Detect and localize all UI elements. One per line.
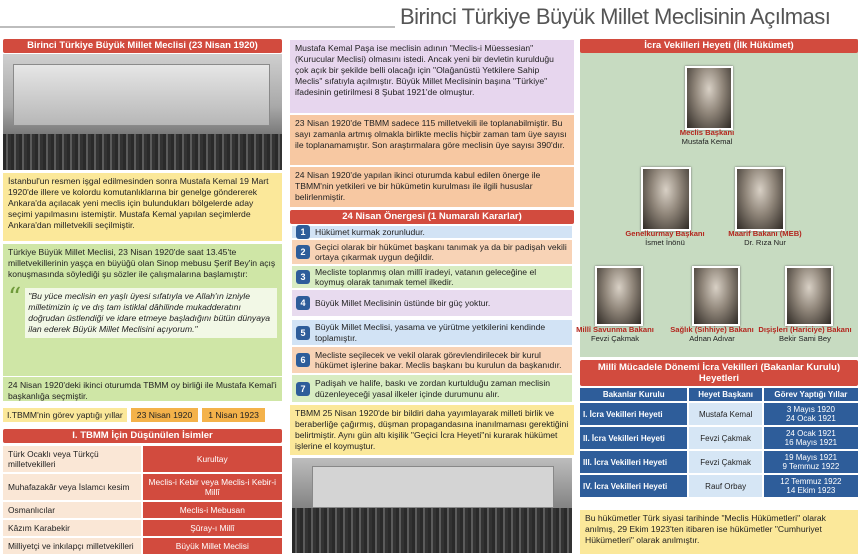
names-row [3, 502, 282, 518]
cabinet-name: IV. İcra Vekilleri Heyeti [580, 475, 687, 497]
portrait-caption [565, 325, 665, 343]
governments-table [578, 386, 860, 499]
portrait-role: Millî Savunma Bakanı [576, 325, 654, 334]
item-text: Mecliste toplanmış olan millî iradeyi, vatanın geleceğine el koymuş olarak tanımak temel ilkedir. [315, 266, 537, 287]
proposal-item [292, 320, 572, 345]
cabinet-years [764, 475, 858, 497]
proposal-item [292, 375, 572, 402]
portrait-role: Maarif Bakanı (MEB) [728, 229, 802, 238]
names-row [3, 474, 282, 500]
names-header: I. TBMM İçin Düşünülen İsimler [3, 429, 282, 443]
item-text: Mecliste seçilecek ve vekil olarak görevlendirilecek bir kurul hükümet işlerine bakar. Meclis başkanı bu kurulun da başkanıdır. [315, 349, 562, 370]
portrait-photo [692, 266, 740, 326]
portrait-name: Fevzi Çakmak [590, 334, 640, 343]
portrait-role: Meclis Başkanı [679, 128, 735, 137]
quote-block [8, 283, 277, 338]
names-who: Osmanlıcılar [3, 502, 141, 518]
portrait-caption [662, 325, 762, 343]
closing-text: TBMM 25 Nisan 1920'de bir bildiri daha yayımlayarak milleti birlik ve beraberliğe çağırmış, düşman propagandasına inanılmaması gerektiğini belirtmiştir. Aynı gün altı kişilik "Geçici İcra Heyeti"ni kurarak hükümet işlerine el koymuştur. [290, 405, 574, 455]
item-number: 7 [296, 382, 310, 396]
page-title: Birinci Türkiye Büyük Millet Meclisinin Açılması [400, 4, 831, 29]
member-count-note: 23 Nisan 1920'de TBMM sadece 115 milletvekili ile toplanabilmiştir. Bu sayı zamanla artmış olmakla birlikte meclis hiçbir zaman tam üye sayısı ile toplanamamıştır. Son araştırmalara göre meclisin üye sayısı 390'dır. [290, 115, 574, 165]
cabinet-name: III. İcra Vekilleri Heyeti [580, 451, 687, 473]
item-text: Büyük Millet Meclisinin üstünde bir güç yoktur. [315, 297, 491, 308]
building-shape [312, 466, 554, 508]
item-number: 6 [296, 353, 310, 367]
cabinet-start: 24 Ocak 1921 [785, 429, 836, 438]
cabinet-end: 24 Ocak 1921 [785, 414, 836, 423]
table-column-header: Bakanlar Kurulu [580, 388, 687, 401]
table-row [580, 475, 858, 497]
title-rule [0, 26, 395, 28]
portrait-role: Genelkurmay Başkanı [625, 229, 705, 238]
portrait-name: Mustafa Kemal [681, 137, 733, 146]
names-proposal: Meclis-i Kebir veya Meclis-i Kebir-i Millî [143, 474, 282, 500]
names-who: Milliyetçi ve inkılapçı milletvekilleri [3, 538, 141, 554]
crowd-shape [292, 508, 572, 553]
assembly-building-photo [3, 54, 282, 170]
cabinet-end: 14 Ekim 1923 [786, 486, 836, 495]
cabinet-end: 9 Temmuz 1922 [782, 462, 840, 471]
item-text: Padişah ve halife, baskı ve zordan kurtulduğu zaman meclisin düzenleyeceği yasal ilkeler içinde durumunu alır. [315, 378, 551, 399]
cabinet-years [764, 403, 858, 425]
portrait-name: Adnan Adıvar [689, 334, 735, 343]
portrait-role: Sağlık (Sıhhiye) Bakanı [670, 325, 754, 334]
duty-years-row [3, 406, 282, 423]
governments-header: Millî Mücadele Dönemi İcra Vekilleri (Bakanlar Kurulu) Heyetleri [580, 360, 858, 386]
crowd-photo [292, 458, 572, 553]
table-row [580, 427, 858, 449]
names-table [1, 444, 284, 556]
duty-years-label: I.TBMM'nin görev yaptığı yıllar [3, 408, 127, 422]
portrait-role: Dışişleri (Hariciye) Bakanı [758, 325, 852, 334]
portrait-photo [595, 266, 643, 326]
proposal-header: 24 Nisan Önergesi (1 Numaralı Kararlar) [290, 210, 574, 224]
portrait-name: Dr. Rıza Nur [744, 238, 786, 247]
portrait-caption [700, 229, 830, 247]
left-green-box [3, 244, 282, 376]
building-shape [13, 64, 270, 126]
names-row [3, 538, 282, 554]
item-text: Büyük Millet Meclisi, yasama ve yürütme yetkilerini kendinde toplamıştır. [315, 322, 546, 343]
names-proposal: Büyük Millet Meclisi [143, 538, 282, 554]
proposal-item [292, 266, 572, 288]
governments-footer: Bu hükümetler Türk siyasi tarihinde "Meclis Hükümetleri" olarak anılmış, 29 Ekim 1923'ten itibaren ise hükümetler "Cumhuriyet Hükümetleri" olarak anılmıştır. [580, 510, 858, 554]
portrait-caption [752, 325, 858, 343]
cabinet-years [764, 451, 858, 473]
left-header: Birinci Türkiye Büyük Millet Meclisi (23 Nisan 1920) [3, 39, 282, 53]
cabinet-head: Rauf Orbay [689, 475, 761, 497]
table-row [580, 403, 858, 425]
second-session-note: 24 Nisan 1920'de yapılan ikinci oturumda kabul edilen önerge ile TBMM'nin yetkileri ve bir hükümetin kurulması ile ilgili hususlar belirlenmiştir. [290, 167, 574, 207]
cabinet-end: 16 Mayıs 1921 [784, 438, 838, 447]
duty-start: 23 Nisan 1920 [131, 408, 198, 422]
portrait-photo [735, 167, 785, 231]
crowd-shape [3, 134, 282, 170]
cabinet-name: I. İcra Vekilleri Heyeti [580, 403, 687, 425]
names-who: Türk Ocaklı veya Türkçü milletvekilleri [3, 446, 141, 472]
item-number: 3 [296, 270, 310, 284]
names-proposal: Şûray-ı Millî [143, 520, 282, 536]
names-who: Muhafazakâr veya İslamcı kesim [3, 474, 141, 500]
item-number: 4 [296, 296, 310, 310]
proposal-item [292, 226, 572, 238]
left-intro-text: İstanbul'un resmen işgal edilmesinden sonra Mustafa Kemal 19 Mart 1920'de illere ve kolordu komutanlıklarına bir genelge göndererek Ankara'da açılacak yeni meclis için bulundukları bölgelerde aday seçimi yapılmasını istemiştir. Mustafa Kemal yapılan seçimlerde Ankara'dan milletvekili seçilmiştir. [3, 173, 282, 241]
table-column-header: Heyet Başkanı [689, 388, 761, 401]
portrait-name: Bekir Sami Bey [779, 334, 831, 343]
cabinet-header: İcra Vekilleri Heyeti (İlk Hükümet) [580, 39, 858, 53]
proposal-item [292, 290, 572, 316]
portrait-photo [685, 66, 733, 130]
cabinet-head: Mustafa Kemal [689, 403, 761, 425]
item-number: 1 [296, 225, 310, 239]
portrait-photo [785, 266, 833, 326]
cabinet-name: II. İcra Vekilleri Heyeti [580, 427, 687, 449]
table-column-header: Görev Yaptığı Yıllar [764, 388, 858, 401]
names-row [3, 520, 282, 536]
president-election-text: 24 Nisan 1920'deki ikinci oturumda TBMM oy birliği ile Mustafa Kemal'i başkanlığa seçmiştir. [3, 377, 282, 401]
cabinet-years [764, 427, 858, 449]
names-proposal: Meclis-i Mebusan [143, 502, 282, 518]
item-text: Hükümet kurmak zorunludur. [315, 226, 425, 237]
item-number: 5 [296, 326, 310, 340]
duty-end: 1 Nisan 1923 [202, 408, 265, 422]
item-text: Geçici olarak bir hükümet başkanı tanımak ya da bir padişah vekili ortaya çıkarmak uygun değildir. [315, 241, 567, 262]
item-number: 2 [296, 245, 310, 259]
portrait-photo [641, 167, 691, 231]
names-who: Kâzım Karabekir [3, 520, 141, 536]
cabinet-start: 3 Mayıs 1920 [786, 405, 835, 414]
cabinet-start: 12 Temmuz 1922 [780, 477, 842, 486]
portrait-name: İsmet İnönü [645, 238, 685, 247]
names-row [3, 446, 282, 472]
opening-text: Türkiye Büyük Millet Meclisi, 23 Nisan 1920'de saat 13.45'te milletvekillerinin yaşça en büyüğü olan Sinop mebusu Şerif Bey'in açış konuşmasında söylediği şu sözler ile çalışmalarına başlamıştır: [8, 247, 276, 279]
quote-mark-icon: “ [8, 283, 22, 313]
cabinet-start: 19 Mayıs 1921 [784, 453, 838, 462]
meclis-name-text: Mustafa Kemal Paşa ise meclisin adının "Meclis-i Müessesian" (Kurucular Meclisi) olmasını istedi. Ancak yeni bir devletin kurulduğu çok açık bir şekilde belli olacağı için "Olağanüstü Yetkilere Sahip Meclis" sıfatıyla açılmıştır. Büyük Millet Meclisinin başına "Türkiye" ifadesinin getirilmesi 8 Şubat 1921'de olmuştur. [290, 40, 574, 113]
names-proposal: Kurultay [143, 446, 282, 472]
cabinet-head: Fevzi Çakmak [689, 451, 761, 473]
proposal-item [292, 240, 572, 264]
cabinet-head: Fevzi Çakmak [689, 427, 761, 449]
proposal-item [292, 347, 572, 373]
opening-quote: "Bu yüce meclisin en yaşlı üyesi sıfatıyla ve Allah'ın izniyle milletimizin iç ve dış tam istiklal dâhilinde mukadderatını doğrudan üstlendiği ve idare etmeye başladığını bütün dünyaya ilan ederek Büyük Millet Meclisini açıyorum." [25, 288, 277, 338]
portrait-caption [650, 128, 764, 146]
table-row [580, 451, 858, 473]
